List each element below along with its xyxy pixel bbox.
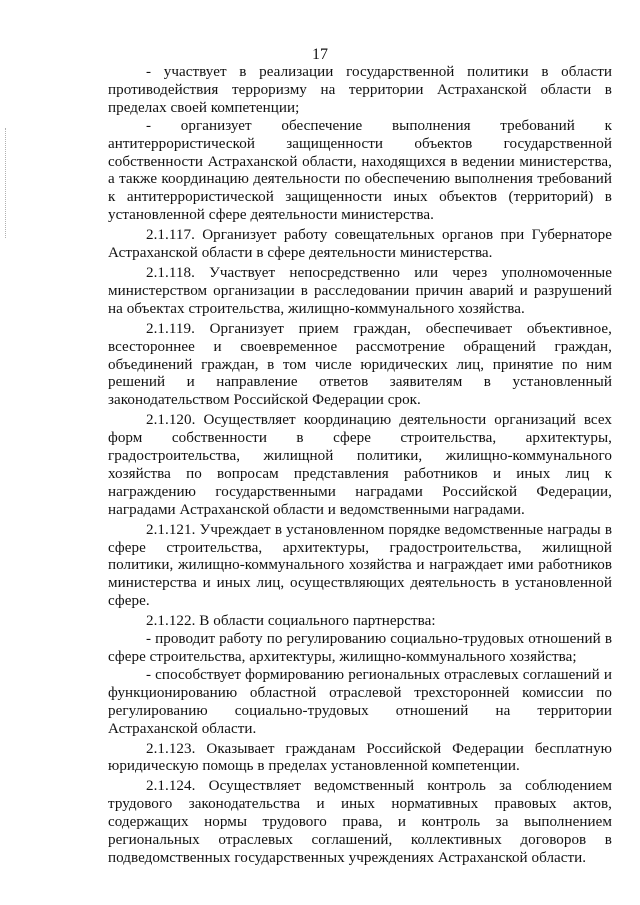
paragraph-2-1-119: 2.1.119. Организует прием граждан, обеспечивает объективное, всестороннее и своевременное рассмотрение обращений граждан, объединений граждан, в том числе юридических лиц, принятие по ним решений и направление ответов заявителям в установленный законодательством Российской Федерации срок.	[108, 320, 612, 409]
paragraph-2-1-123: 2.1.123. Оказывает гражданам Российской Федерации бесплатную юридическую помощь в пределах установленной компетенции.	[108, 740, 612, 775]
document-body	[108, 64, 612, 868]
paragraph-2-1-121: 2.1.121. Учреждает в установленном порядке ведомственные награды в сфере строительства, архитектуры, градостроительства, жилищной политики, жилищно-коммунального хозяйства и награждает ими работников министерства и иных лиц, осуществляющих деятельность в установленной сфере.	[108, 521, 612, 610]
page-number: 17	[312, 46, 328, 63]
paragraph-social-labor-relations: - проводит работу по регулированию социально-трудовых отношений в сфере строительства, архитектуры, жилищно-коммунального хозяйства;	[108, 631, 612, 665]
paragraph-2-1-122: 2.1.122. В области социального партнерства:	[146, 613, 436, 630]
margin-binding-marks	[5, 128, 8, 238]
paragraph-2-1-120: 2.1.120. Осуществляет координацию деятельности организаций всех форм собственности в сфере строительства, архитектуры, градостроительства, жилищной политики, жилищно-коммунального хозяйства по вопросам представления работников и иных лиц к награждению государственными наградами Российской Федерации, наградами Астраханской области и ведомственными наградами.	[108, 412, 612, 518]
paragraph-antiterror-protection: - организует обеспечение выполнения требований к антитеррористической защищенности объектов государственной собственности Астраханской области, находящихся в ведении министерства, а также координацию деятельности по обеспечению выполнения требований к антитеррористической защищенности иных объектов (территорий) в установленной сфере деятельности министерства.	[108, 117, 612, 224]
paragraph-tripartite-commission: - способствует формированию региональных отраслевых соглашений и функционированию областной отраслевой трехсторонней комиссии по регулированию социально-трудовых отношений на территории Астраханской области.	[108, 666, 612, 737]
paragraph-2-1-124: 2.1.124. Осуществляет ведомственный контроль за соблюдением трудового законодательства и иных нормативных правовых актов, содержащих нормы трудового права, и контроль за выполнением региональных отраслевых соглашений, коллективных договоров в подведомственных государственных учреждениях Астраханской области.	[108, 778, 612, 866]
paragraph-2-1-118: 2.1.118. Участвует непосредственно или через уполномоченные министерством организации в расследовании причин аварий и разрушений на объектах строительства, жилищно-коммунального хозяйства.	[108, 264, 612, 317]
paragraph-terrorism-policy: - участвует в реализации государственной политики в области противодействия терроризму на территории Астраханской области в пределах своей компетенции;	[108, 64, 612, 116]
paragraph-2-1-117: 2.1.117. Организует работу совещательных органов при Губернаторе Астраханской области в сфере деятельности министерства.	[108, 227, 612, 262]
